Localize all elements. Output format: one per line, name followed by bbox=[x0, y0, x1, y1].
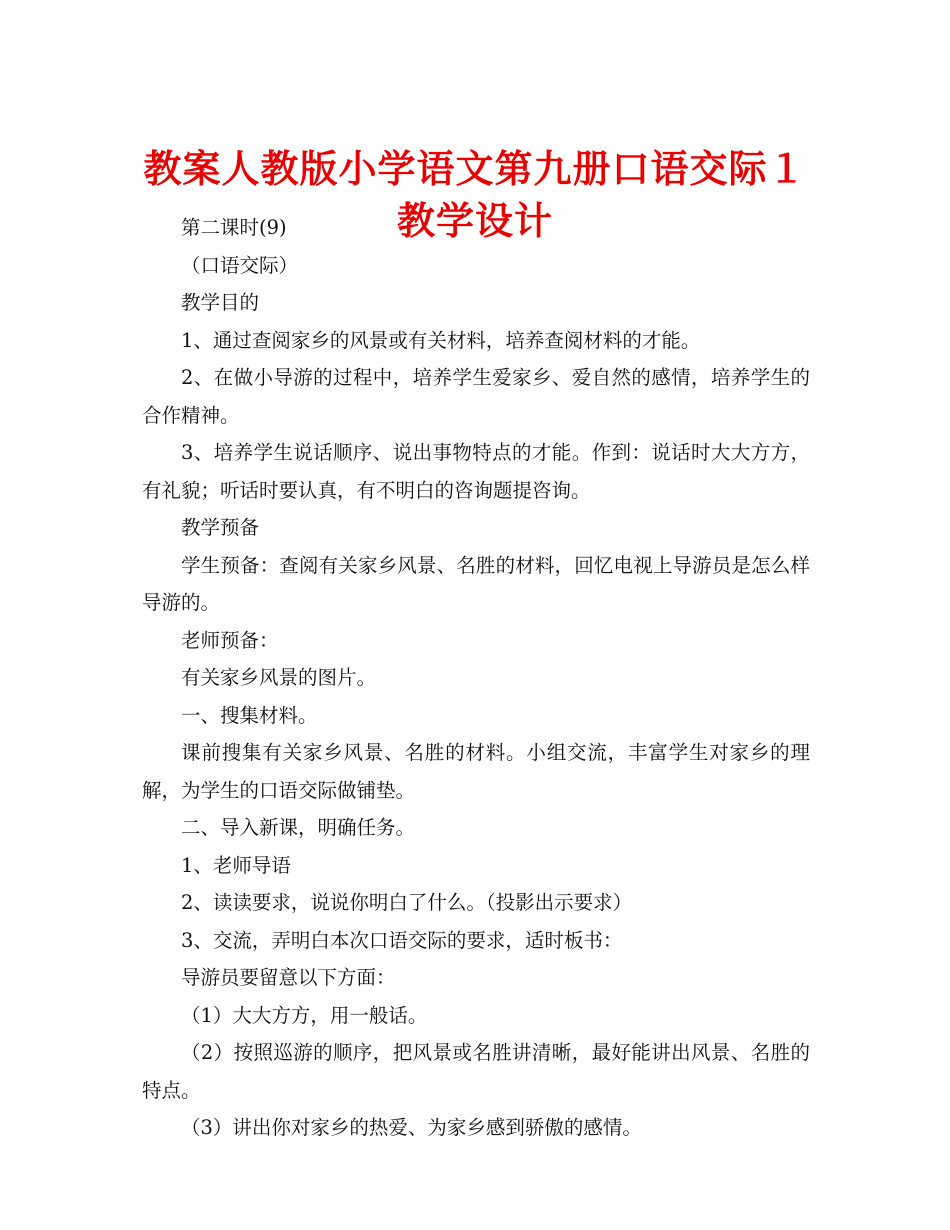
document-body bbox=[142, 209, 810, 1147]
paragraph: 老师预备： bbox=[181, 628, 279, 652]
list-item: （1）大大方方，用一般话。 bbox=[181, 1003, 428, 1027]
section-heading: 教学预备 bbox=[181, 516, 260, 539]
section-heading: 教学目的 bbox=[181, 291, 260, 314]
section-heading: 二、导入新课，明确任务。 bbox=[181, 816, 416, 839]
paragraph: 导游员要留意以下方面： bbox=[181, 966, 396, 989]
list-item: （2）按照巡游的顺序，把风景或名胜讲清晰，最好能讲出风景、名胜的特点。 bbox=[142, 1041, 810, 1102]
list-item: （3）讲出你对家乡的热爱、为家乡感到骄傲的感情。 bbox=[181, 1116, 642, 1139]
paragraph: 1、通过查阅家乡的风景或有关材料，培养查阅材料的才能。 bbox=[181, 328, 701, 352]
paragraph: 第二课时(9) bbox=[181, 216, 287, 239]
document-title: 教案人教版小学语文第九册口语交际１教学设计 bbox=[143, 147, 807, 244]
paragraph: 2、在做小导游的过程中，培养学生爱家乡、爱自然的感情，培养学生的合作精神。 bbox=[142, 366, 810, 427]
paragraph: 1、老师导语 bbox=[181, 853, 291, 877]
paragraph: 课前搜集有关家乡风景、名胜的材料。小组交流，丰富学生对家乡的理解，为学生的口语交际做铺垫。 bbox=[142, 741, 810, 802]
paragraph: 3、培养学生说话顺序、说出事物特点的才能。作到：说话时大大方方，有礼貌；听话时要认真，有不明白的咨询题提咨询。 bbox=[142, 441, 810, 502]
section-heading: 一、搜集材料。 bbox=[181, 703, 318, 727]
paragraph: （口语交际） bbox=[181, 253, 299, 277]
paragraph: 3、交流，弄明白本次口语交际的要求，适时板书： bbox=[181, 928, 623, 952]
paragraph: 有关家乡风景的图片。 bbox=[181, 666, 377, 689]
paragraph: 2、读读要求，说说你明白了什么。（投影出示要求） bbox=[181, 891, 633, 914]
paragraph: 学生预备：查阅有关家乡风景、名胜的材料，回忆电视上导游员是怎么样导游的。 bbox=[142, 553, 810, 614]
